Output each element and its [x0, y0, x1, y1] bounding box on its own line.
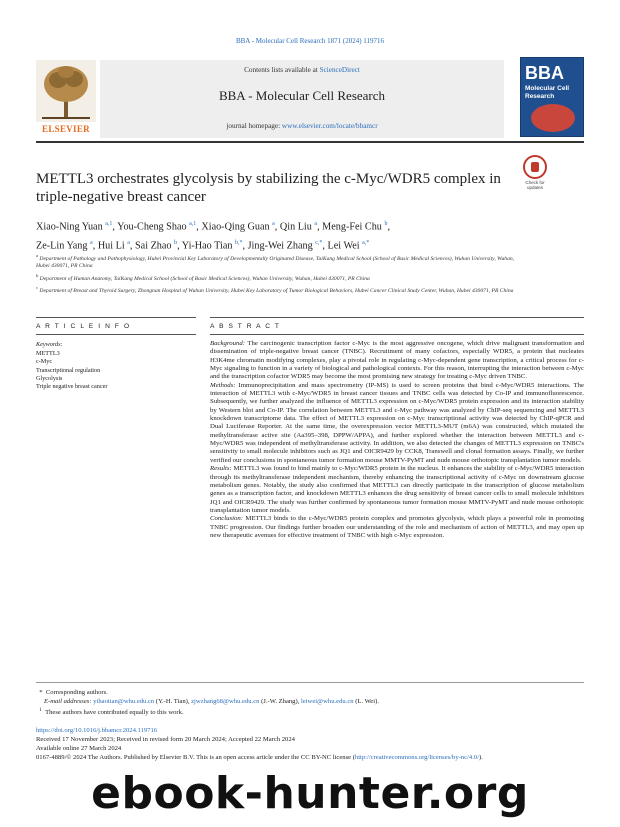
author-affiliation-mark[interactable]: b,*	[235, 240, 243, 247]
elsevier-wordmark: ELSEVIER	[42, 124, 90, 134]
sciencedirect-link[interactable]: ScienceDirect	[319, 66, 360, 74]
date-available: Available online 27 March 2024	[36, 745, 122, 752]
article-info-rule-top	[36, 317, 196, 318]
abstract-paragraph	[210, 340, 584, 382]
abstract-rule-top	[210, 317, 584, 318]
abstract-body	[210, 340, 584, 540]
author-affiliation-mark[interactable]: b	[384, 221, 388, 227]
doi-link[interactable]: https://doi.org/10.1016/j.bbamcr.2024.119716	[36, 727, 158, 734]
keyword-item: Triple negative breast cancer	[36, 383, 108, 391]
email-label: E-mail addresses:	[44, 698, 92, 705]
abstract-section-label: Results:	[210, 465, 232, 473]
abstract-section-text: The carcinogenic transcription factor c-Myc is the most aggressive oncogene, which drive malignant transformation and dissemination of triple-negative breast cancer (TNBC). Recruitment of many cofactors, especially WDR5, a protein that nucleates H3K4me chromatin modifying complexes, play a pivotal role in regulating c-Myc-dependent gene transcription, a critical process for c-Myc signaling to function in a variety of biological and pathological contexts. For this reason, interrupting the interaction between c-Myc and the transcription cofactor WDR5 may become the most promising new strategy for treating c-Myc driven TNBC.	[210, 340, 584, 381]
affiliation-text: Department of Pathology and Pathophysiology, Hubei Provincial Key Laboratory of Developmentally Originated Disease, TaiKang Medical School (School of Basic Medical Sciences), Wuhan University, Wuhan, Hubei 430071, PR China	[36, 255, 515, 270]
abstract-heading: A B S T R A C T	[210, 323, 281, 330]
abstract-section-text: METTL3 binds to the c-Myc/WDR5 protein complex and promotes glycolysis, which plays a powerful role in promoting TNBC progression. Our findings further broaden our understanding of the role and mechanism of action of METTL3, and may open up new therapeutic avenues for effective treatment of TNBC with high c-Myc expression.	[210, 515, 584, 539]
keyword-item: Glycolysis	[36, 374, 63, 382]
author-affiliation-mark[interactable]: b	[174, 240, 178, 247]
author-name[interactable]: Lei Wei	[327, 240, 360, 252]
author-affiliation-mark[interactable]: a,1	[189, 221, 197, 227]
author-affiliation-mark[interactable]: a	[90, 240, 93, 247]
affiliation-mark: b	[36, 272, 39, 278]
corresponding-note: * Corresponding authors.	[36, 689, 108, 696]
author-affiliation-mark[interactable]: c,*	[315, 240, 323, 247]
abstract-section-text: METTL3 was found to bind mainly to c-Myc/WDR5 protein in the nucleus. It enhances the stability of c-Myc/WDR5 interaction through its methyltransferase independent mechanism, thereby enhancing the transcriptional activity of c-Myc on downstream glucose metabolism genes. Notably, the study also confirmed that METTL3 can directly participate in the transcription of glucose metabolism genes as a transcription factor, and knockdown METTL3 enhances the drug sensitivity of breast cancer cells to small molecule inhibitors JQ1 and OICR9429. The study was further confirmed by spontaneous tumor formation mouse MMTV-PyMT and nude mouse orthotopic transplantation tumor models.	[210, 465, 584, 514]
abstract-section-label: Methods:	[210, 381, 236, 389]
email-link[interactable]: yihaotian@whu.edu.cn	[93, 698, 155, 705]
author-affiliation-mark[interactable]: a,1	[105, 221, 113, 227]
homepage-link[interactable]: www.elsevier.com/locate/bbamcr	[281, 122, 378, 130]
author-name[interactable]: Meng-Fei Chu	[322, 221, 382, 233]
email-owner: (L. Wei).	[353, 698, 379, 705]
cover-image	[531, 104, 575, 132]
author-name[interactable]: Hui Li	[97, 240, 125, 252]
abstract-rule-bottom	[210, 334, 584, 335]
author-list: Xiao-Ning Yuan $^{a,1}$, You-Cheng Shao $^{a,1}$, Xiao-Qing Guan $^a$, Qin Liu $^a$, Meng-Fei Chu $^b$, Ze-Lin Yang $^a$, Hui Li $^a$, Sai Zhao $^b$, Yi-Hao Tian $^{b,*}$, Jing-Wei Zhang $^{c,*}$, Lei Wei $^{a,*}$	[36, 221, 390, 252]
homepage-prefix: journal homepage:	[226, 122, 282, 130]
author-name[interactable]: Xiao-Qing Guan	[201, 221, 270, 233]
article-info-rule-bottom	[36, 334, 196, 335]
abstract-section-label: Conclusion:	[210, 515, 243, 523]
email-owner: (Y.-H. Tian),	[154, 698, 192, 705]
affiliation-item	[36, 252, 526, 271]
article-info-heading: A R T I C L E I N F O	[36, 323, 131, 330]
footnotes	[36, 688, 584, 717]
affiliation-item	[36, 284, 526, 295]
affiliation-text: Department of Human Anatomy, TaiKang Medical School (School of Basic Medical Sciences), Wuhan University, Wuhan, Hubei 430071, PR China	[39, 275, 370, 282]
author-name[interactable]: Jing-Wei Zhang	[247, 240, 313, 252]
equal-contribution-text: These authors have contributed equally to this work.	[45, 709, 184, 717]
author-affiliation-mark[interactable]: a,*	[362, 240, 370, 247]
journal-cover-thumbnail[interactable]	[520, 57, 584, 137]
keyword-item: Transcriptional regulation	[36, 366, 101, 374]
keywords-label: Keywords:	[36, 341, 63, 348]
author-name[interactable]: Ze-Lin Yang	[36, 240, 88, 252]
watermark-text: ebook-hunter.org	[91, 768, 529, 819]
dates-received: Received 17 November 2023; Received in revised form 20 March 2024; Accepted 22 March 2024	[36, 736, 295, 743]
corresponding-text: Corresponding authors.	[45, 689, 108, 696]
abstract-paragraph	[210, 515, 584, 540]
author-name[interactable]: You-Cheng Shao	[117, 221, 187, 233]
keywords-list	[36, 350, 107, 391]
publication-info	[36, 726, 584, 762]
article-title: METTL3 orchestrates glycolysis by stabilizing the c-Myc/WDR5 complex in triple-negative breast cancer	[36, 171, 501, 205]
affiliation-mark: c	[36, 285, 38, 291]
footnote-rule	[36, 682, 584, 683]
author-name[interactable]: Qin Liu	[279, 221, 312, 233]
cover-title: BBA	[525, 63, 564, 83]
keyword-item: c-Myc	[36, 358, 53, 366]
equal-contribution-note: $^1$ These authors have contributed equally to this work.	[39, 708, 184, 717]
affiliation-mark: a	[36, 253, 38, 258]
homepage-line	[100, 122, 504, 130]
check-updates-label: Check for updates	[525, 180, 545, 190]
check-for-updates-button[interactable]	[520, 155, 550, 191]
license-link[interactable]: http://creativecommons.org/licenses/by-nc/4.0/	[354, 754, 479, 761]
license-line	[36, 753, 584, 762]
contents-prefix: Contents lists available at	[244, 66, 320, 74]
email-owner: (J.-W. Zhang),	[259, 698, 301, 705]
license-prefix: 0167-4889/© 2024 The Authors. Published by Elsevier B.V. This is an open access article under the CC BY-NC license (	[36, 754, 355, 761]
author-affiliation-mark[interactable]: a	[314, 221, 318, 227]
header-rule	[36, 141, 584, 143]
author-name[interactable]: Xiao-Ning Yuan	[36, 221, 103, 233]
abstract-section-label: Background:	[210, 340, 245, 347]
author-name[interactable]: Yi-Hao Tian	[181, 240, 233, 252]
author-name[interactable]: Sai Zhao	[135, 240, 172, 252]
check-updates-icon	[523, 155, 547, 179]
affiliation-text: Department of Breast and Thyroid Surgery, Zhongnan Hospital of Wuhan University, Hubei Key Laboratory of Tumor Biological Behaviors, Hubei Cancer Clinical Study Center, Wuhan, Hubei 430071, PR China	[39, 288, 514, 295]
license-suffix: ).	[478, 754, 483, 761]
journal-citation-link[interactable]: BBA - Molecular Cell Research 1871 (2024) 119716	[235, 37, 385, 45]
cover-subtitle: Molecular Cell Research	[525, 85, 570, 100]
email-note	[36, 697, 584, 706]
email-link[interactable]: zjwzhang68@whu.edu.cn	[191, 698, 260, 705]
affiliation-item	[36, 272, 526, 283]
email-link[interactable]: leiwei@whu.edu.cn	[300, 698, 354, 705]
journal-name: BBA - Molecular Cell Research	[218, 88, 386, 103]
author-affiliation-mark[interactable]: a	[127, 240, 130, 247]
contents-line	[100, 66, 504, 74]
keyword-item: METTL3	[36, 350, 60, 357]
author-affiliation-mark[interactable]: a	[272, 221, 275, 227]
abstract-section-text: Immunoprecipitation and mass spectrometry (IP-MS) is used to screen proteins that bind c-Myc/WDR5 interactions. The interaction of METTL3 with c-Myc/WDR5 in breast cancer tissues and TNBC cells was detected by Co-IP and immunofluorescence. Subsequently, we further analyzed the influence of METTL3 expression on c-Myc/WDR5 protein expression and its interaction stability by Western blot and Co-IP. The correlation between METTL3 and c-Myc pathway was analyzed by ChIP-seq sequencing and METTL3 knockdown transcriptome data. The effect of METTL3 expression on c-Myc transcriptional activity was detected by ChIP-qPCR and Dual Luciferase Reporter. At the same time, the overexpression vector METTL3-MUT (m6A) was constructed, which mutated the methyltransferase active site (Aa395–398, DPPW/APPA), and further explored whether the interaction between METTL3 and c-Myc/WDR5 was independent of methyltransferase activity. In addition, we also detected the changes of METTL3 expression on TNBC's sensitivity to small molecule inhibitors such as JQ1 and OICR9429 by CCK8, Transwell and clonal formation assays. Finally, we further verified our conclusions in spontaneous tumor formation mouse MMTV-PyMT and nude mouse orthotopic transplantation tumor models.	[210, 381, 584, 464]
abstract-paragraph	[210, 382, 584, 465]
abstract-paragraph	[210, 465, 584, 515]
affiliations	[36, 252, 526, 297]
